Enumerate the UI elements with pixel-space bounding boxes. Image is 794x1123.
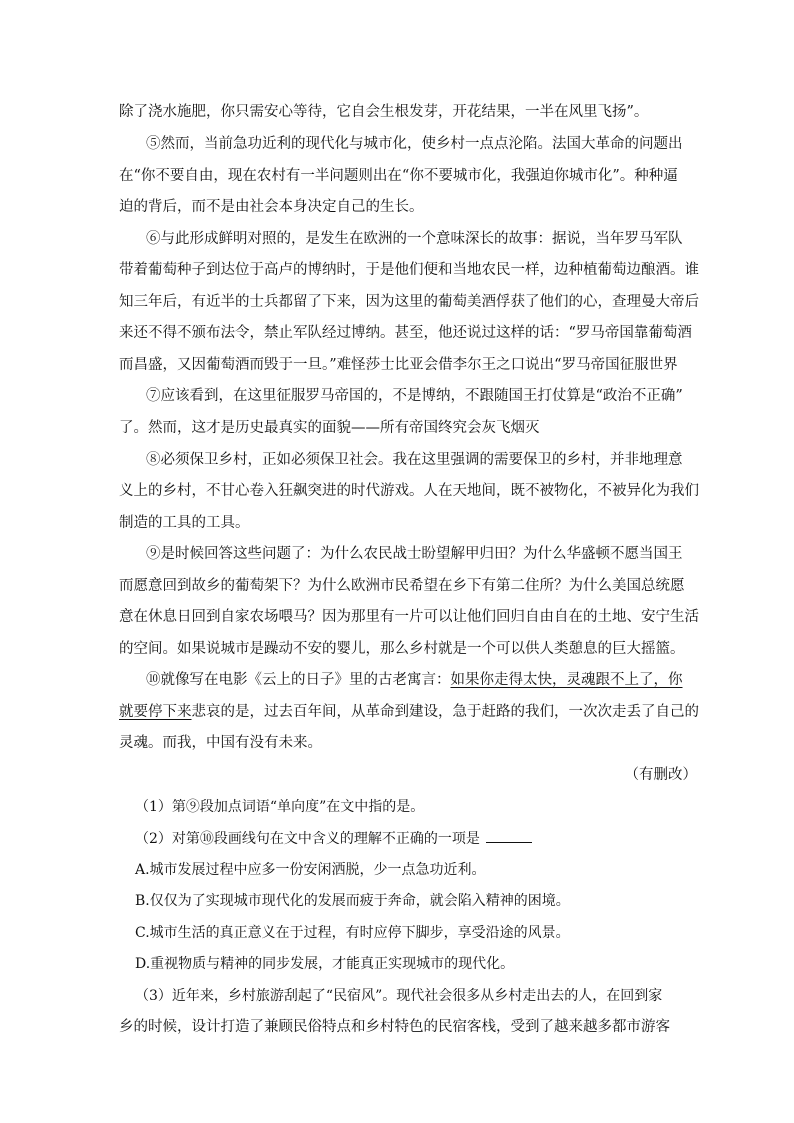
paragraph-9-line: 而愿意回到故乡的葡萄架下？为什么欧洲市民希望在乡下有第二住所？为什么美国总统愿 xyxy=(119,578,685,594)
question-3-line: 乡的时候，设计打造了兼顾民俗特点和乡村特色的民宿客栈，受到了越来越多都市游客 xyxy=(119,1019,670,1035)
paragraph-10-text: 悲哀的是，过去百年间，从革命到建设，急于赶路的我们，一次次走丢了自己的 xyxy=(191,704,699,720)
source-note: （有删改） xyxy=(624,767,697,783)
paragraph-10-line xyxy=(119,702,699,722)
paragraph-6-line: 来还不得不颁布法令，禁止军队经过博纳。甚至，他还说过这样的话：“罗马帝国靠葡萄酒 xyxy=(119,325,692,341)
paragraph-4-tail: 除了浇水施肥，你只需安心等待，它自会生根发芽，开花结果，一半在风里飞扬”。 xyxy=(119,104,649,120)
paragraph-8-line: 制造的工具的工具。 xyxy=(119,515,250,531)
paragraph-5-line: ⑤然而，当前急功近利的现代化与城市化，使乡村一点点沦陷。法国大革命的问题出 xyxy=(146,136,683,152)
question-2-text: （2）对第⑩段画线句在文中含义的理解不正确的一项是 xyxy=(135,831,480,847)
question-1: （1）第⑨段加点词语“单向度”在文中指的是。 xyxy=(135,799,425,815)
paragraph-6-line: 带着葡萄种子到达位于高卢的博纳时，于是他们便和当地农民一样，边种植葡萄边酿酒。谁 xyxy=(119,262,699,278)
paragraph-8-line: ⑧必须保卫乡村，正如必须保卫社会。我在这里强调的需要保卫的乡村，并非地理意 xyxy=(146,452,683,468)
paragraph-9-line: 意在休息日回到自家农场喂马？因为那里有一片可以让他们回归自由自在的土地、安宁生活 xyxy=(119,609,699,625)
paragraph-6-line: 知三年后，有近半的士兵都留了下来，因为这里的葡萄美酒俘获了他们的心，查理曼大帝后 xyxy=(119,294,699,310)
option-a: A.城市发展过程中应多一份安闲洒脱，少一点急功近利。 xyxy=(135,862,486,878)
paragraph-7-line: ⑦应该看到，在这里征服罗马帝国的，不是博纳，不跟随国王打仗算是“政治不正确” xyxy=(146,388,683,404)
paragraph-5-line: 迫的背后，而不是由社会本身决定自己的生长。 xyxy=(119,199,424,215)
option-b: B.仅仅为了实现城市现代化的发展而疲于奔命，就会陷入精神的困境。 xyxy=(135,893,570,909)
paragraph-6-line: ⑥与此形成鲜明对照的，是发生在欧洲的一个意味深长的故事：据说，当年罗马军队 xyxy=(146,231,683,247)
paragraph-7-line: 了。然而，这才是历史最真实的面貌——所有帝国终究会灰飞烟灭 xyxy=(119,420,540,436)
paragraph-6-line: 而昌盛，又因葡萄酒而毁于一旦。”难怪莎士比亚会借李尔王之口说出“罗马帝国征服世界 xyxy=(119,357,678,373)
underlined-sentence: 就要停下来 xyxy=(119,704,192,720)
question-3-line: （3）近年来，乡村旅游刮起了“民宿风”。现代社会很多从乡村走出去的人，在回到家 xyxy=(135,988,663,1004)
question-2 xyxy=(135,828,532,849)
option-d: D.重视物质与精神的同步发展，才能真正实现城市的现代化。 xyxy=(135,956,515,972)
paragraph-8-line: 义上的乡村，不甘心卷入狂飙突进的时代游戏。人在天地间，既不被物化，不被异化为我们 xyxy=(119,483,699,499)
paragraph-5-line: 在“你不要自由，现在农村有一半问题则出在“你不要城市化，我强迫你城市化”。种种逼 xyxy=(119,168,678,184)
answer-blank xyxy=(486,828,532,843)
paragraph-9-line: 的空间。如果说城市是躁动不安的婴儿，那么乡村就是一个可以供人类憩息的巨大摇篮。 xyxy=(119,641,685,657)
option-c: C.城市生活的真正意义在于过程，有时应停下脚步，享受沿途的风景。 xyxy=(135,925,570,941)
underlined-sentence: 如果你走得太快，灵魂跟不上了，你 xyxy=(450,672,683,688)
paragraph-10-text: ⑩就像写在电影《云上的日子》里的古老寓言： xyxy=(146,672,451,688)
paragraph-9-line: ⑨是时候回答这些问题了：为什么农民战士盼望解甲归田？为什么华盛顿不愿当国王 xyxy=(146,546,683,562)
paragraph-10-line: 灵魂。而我，中国有没有未来。 xyxy=(119,735,322,751)
paragraph-10-line xyxy=(146,670,683,690)
